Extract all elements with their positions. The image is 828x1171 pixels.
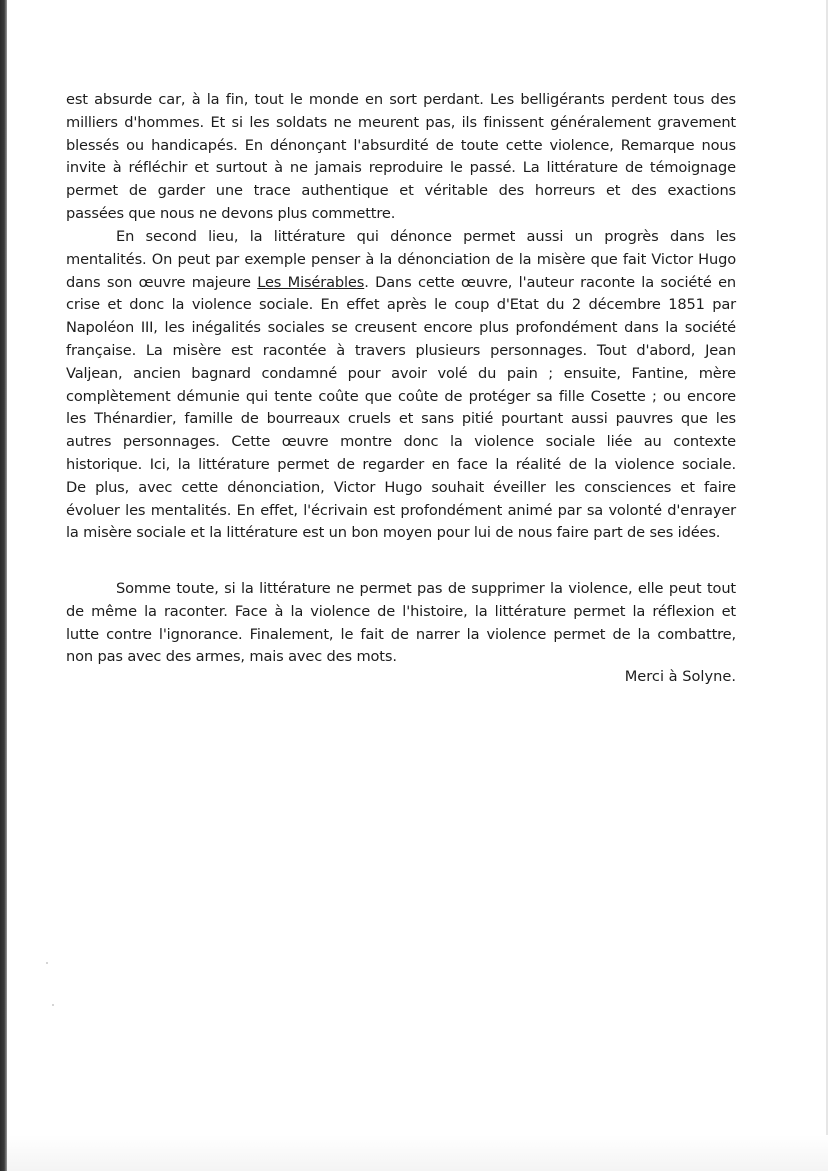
text-line: mentalités. On peut par exemple penser à la dénonciation de la misère que fait Victor Hugo [66,250,736,268]
text-segment: . Dans cette œuvre, l'auteur raconte la société en [364,273,736,291]
text-line-with-title [66,272,736,295]
text-line: En second lieu, la littérature qui dénonce permet aussi un progrès dans les [116,228,736,245]
book-title: Les Misérables [257,273,365,291]
text-line: Valjean, ancien bagnard condamné pour avoir volé du pain ; ensuite, Fantine, mère [66,364,736,382]
text-line: la misère sociale et la littérature est un bon moyen pour lui de nous faire part de ses idées. [66,524,721,542]
paragraph-2 [66,226,736,545]
text-line: invite à réfléchir et surtout à ne jamais reproduire le passé. La littérature de témoignage [66,159,736,177]
signature: Merci à Solyne. [624,668,736,685]
text-line: milliers d'hommes. Et si les soldats ne meurent pas, ils finissent généralement gravement [66,113,736,131]
scan-edge-bottom [7,1135,828,1171]
text-line: lutte contre l'ignorance. Finalement, le fait de narrer la violence permet de la combattre, [66,625,736,643]
text-line: complètement démunie qui tente coûte que coûte de protéger sa fille Cosette ; ou encore [66,387,736,405]
scan-speck [46,962,48,964]
text-segment: dans son œuvre majeure [66,273,258,291]
text-line: crise et donc la violence sociale. En effet après le coup d'Etat du 2 décembre 1851 par [66,296,736,314]
text-line: Napoléon III, les inégalités sociales se creusent encore plus profondément dans la société [66,319,736,337]
scan-speck [52,1004,54,1006]
scan-edge-left [0,0,7,1171]
text-line: passées que nous ne devons plus commettre. [66,204,396,222]
text-line: est absurde car, à la fin, tout le monde en sort perdant. Les belligérants perdent tous des [66,91,736,108]
text-line: permet de garder une trace authentique et véritable des horreurs et des exactions [66,182,736,200]
text-line: autres personnages. Cette œuvre montre donc la violence sociale liée au contexte [66,433,736,451]
text-line: Somme toute, si la littérature ne permet pas de supprimer la violence, elle peut tout [116,580,736,597]
text-line: les Thénardier, famille de bourreaux cruels et sans pitié pourtant aussi pauvres que les [66,410,736,428]
conclusion-paragraph [66,578,736,669]
text-line: blessés ou handicapés. En dénonçant l'absurdité de toute cette violence, Remarque nous [66,136,736,154]
text-line: historique. Ici, la littérature permet de regarder en face la réalité de la violence sociale. [66,455,736,473]
text-line: De plus, avec cette dénonciation, Victor Hugo souhait éveiller les consciences et faire [66,478,736,496]
text-line: évoluer les mentalités. En effet, l'écrivain est profondément animé par sa volonté d'enrayer [66,501,736,519]
text-line: non pas avec des armes, mais avec des mots. [66,648,397,666]
text-line: française. La misère est racontée à travers plusieurs personnages. Tout d'abord, Jean [66,341,736,359]
paragraph-1 [66,89,736,226]
text-line: de même la raconter. Face à la violence de l'histoire, la littérature permet la réflexion et [66,602,736,620]
